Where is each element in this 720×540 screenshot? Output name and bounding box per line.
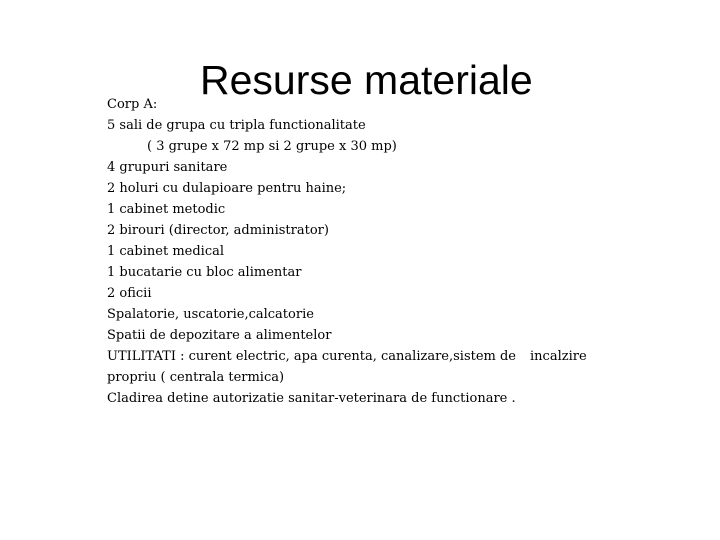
text-line-grupuri-sanitare: 4 grupuri sanitare (107, 160, 228, 175)
text-line-bucatarie: 1 bucatarie cu bloc alimentar (107, 265, 302, 280)
text-line-corp: Corp A: (107, 97, 158, 112)
text-line-oficii: 2 oficii (107, 286, 152, 301)
text-line-birouri: 2 birouri (director, administrator) (107, 223, 329, 238)
text-utilitati-incalzire: incalzire (530, 349, 587, 364)
text-line-utilitati (107, 346, 707, 367)
text-line-sali: 5 sali de grupa cu tripla functionalitate (107, 118, 366, 133)
text-line-spatii-depozitare: Spatii de depozitare a alimentelor (107, 328, 332, 343)
text-line-autorizatie: Cladirea detine autorizatie sanitar-veterinara de functionare . (107, 391, 516, 406)
slide-title: Resurse materiale (200, 57, 533, 103)
text-utilitati-main: UTILITATI : curent electric, apa curenta, canalizare,sistem de (107, 349, 517, 364)
content-text (107, 94, 707, 409)
text-line-holuri: 2 holuri cu dulapioare pentru haine; (107, 181, 347, 196)
text-line-grupe: ( 3 grupe x 72 mp si 2 grupe x 30 mp) (147, 139, 397, 154)
text-line-propriu: propriu ( centrala termica) (107, 370, 285, 385)
text-line-spalatorie: Spalatorie, uscatorie,calcatorie (107, 307, 314, 322)
text-line-cabinet-medical: 1 cabinet medical (107, 244, 225, 259)
text-line-cabinet-metodic: 1 cabinet metodic (107, 202, 226, 217)
